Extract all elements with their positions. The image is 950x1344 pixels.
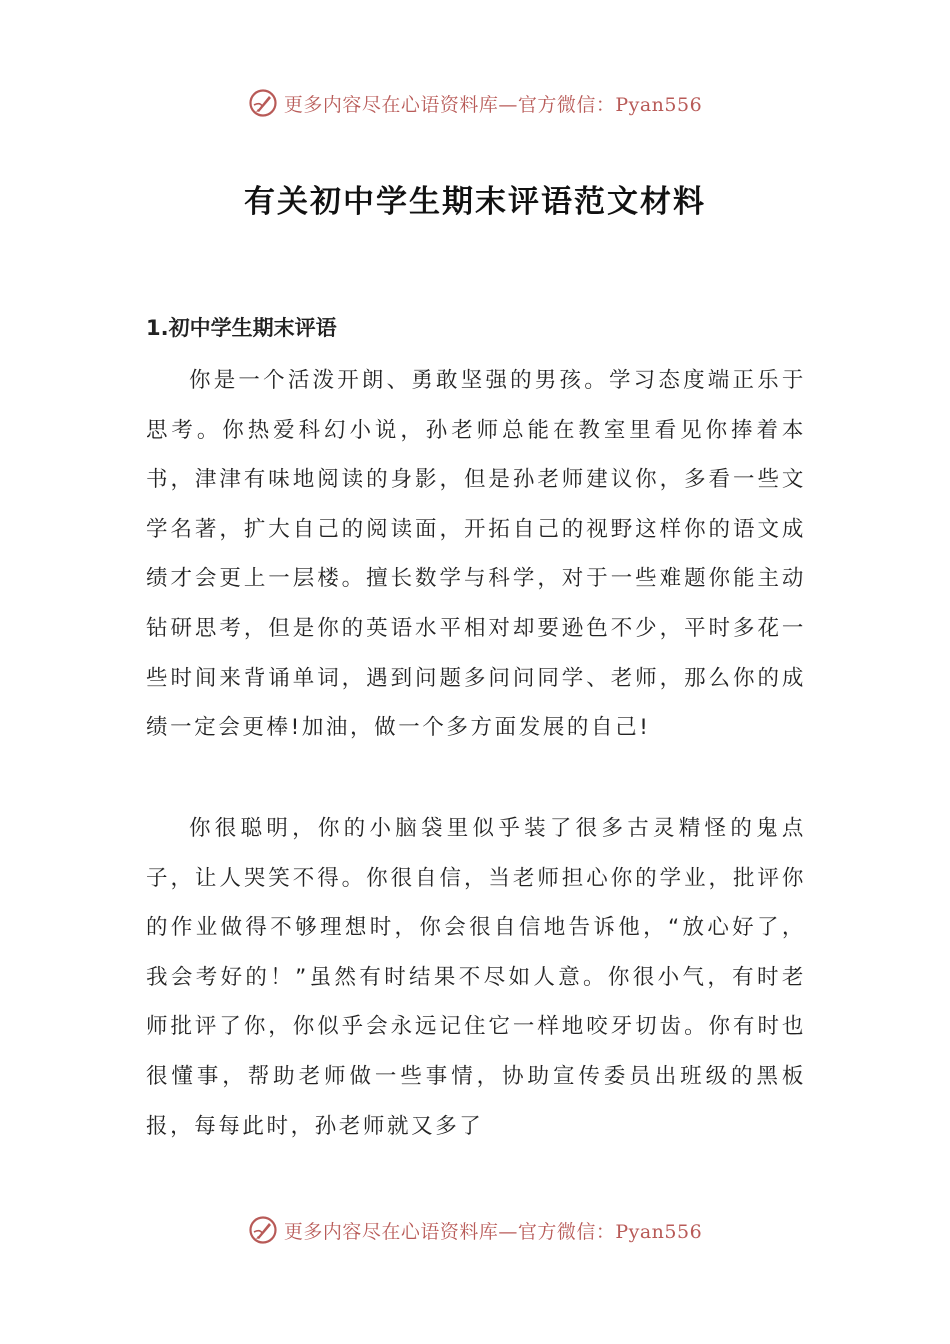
paragraph-1: 你是一个活泼开朗、勇敢坚强的男孩。学习态度端正乐于思考。你热爱科幻小说，孙老师总能在教室里看见你捧着本书，津津有味地阅读的身影，但是孙老师建议你，多看一些文学名著，扩大自己的阅读面，开拓自己的视野这样你的语文成绩才会更上一层楼。擅长数学与科学，对于一些难题你能主动钻研思考，但是你的英语水平相对却要逊色不少，平时多花一些时间来背诵单词，遇到问题多问问同学、老师，那么你的成绩一定会更棒!加油，做一个多方面发展的自己!: [146, 368, 806, 741]
section-heading: 1.初中学生期末评语: [146, 316, 337, 340]
header-banner: [0, 83, 950, 123]
header-banner-text: 更多内容尽在心语资料库—官方微信：Pyan556: [283, 93, 703, 116]
footer-banner: [0, 1210, 950, 1250]
quill-pen-logo-icon: [248, 1215, 278, 1245]
document-title: 有关初中学生期末评语范文材料: [244, 184, 706, 220]
footer-banner-text: 更多内容尽在心语资料库—官方微信：Pyan556: [283, 1220, 703, 1243]
quill-pen-logo-icon: [248, 88, 278, 118]
paragraph-2: 你很聪明，你的小脑袋里似乎装了很多古灵精怪的鬼点子，让人哭笑不得。你很自信，当老师担心你的学业，批评你的作业做得不够理想时，你会很自信地告诉他，“放心好了，我会考好的！”虽然有时结果不尽如人意。你很小气，有时老师批评了你，你似乎会永远记住它一样地咬牙切齿。你有时也很懂事，帮助老师做一些事情，协助宣传委员出班级的黑板报，每每此时，孙老师就又多了: [146, 816, 806, 1139]
